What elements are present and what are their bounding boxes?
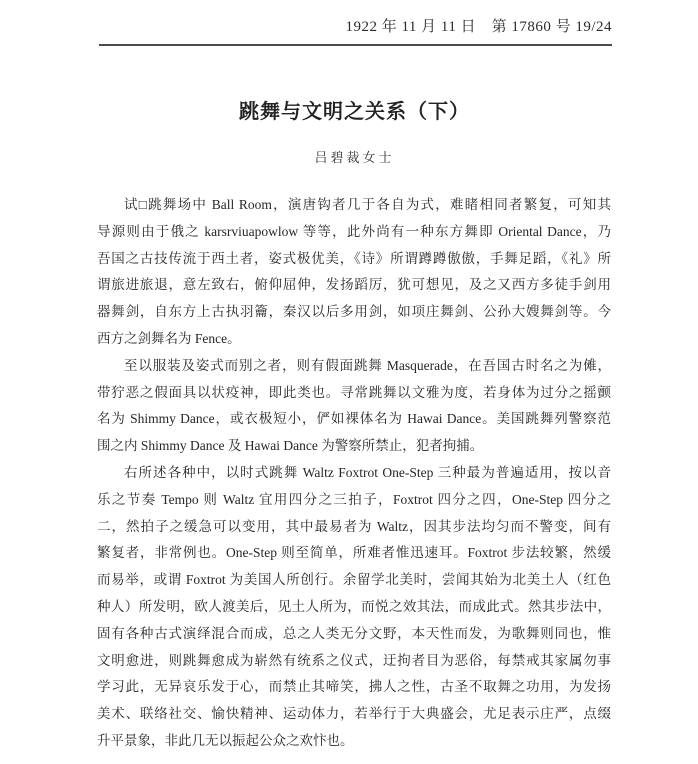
- article-author: 吕碧裁女士: [314, 150, 395, 165]
- text-line: 升平景象，非此几无以振起公众之欢忭也。: [97, 732, 354, 748]
- text-line: 学习此，无异哀乐发于心，而禁止其啼笑，拂人之性，古圣不取舞之功用，为发扬: [97, 679, 611, 695]
- text-line: 繁复者，非常例也。One-Step 则至简单，所难者惟迅速耳。Foxtrot 步法较繁，然缓: [97, 545, 611, 561]
- text-line: 文明愈进，则跳舞愈成为崭然有统系之仪式，迂拘者目为恶俗，每禁戒其家属勿事: [97, 652, 611, 668]
- text-line: 美术、联络社交、愉快精神、运动体力，若举行于大典盛会，尤足表示庄严，点缀: [97, 706, 611, 722]
- text-line: 谓旅进旅退，意左致右，俯仰屈伸，发扬蹈厉，犹可想见，及之又西方多徒手剑用: [97, 277, 611, 293]
- text-line: 乐之节奏 Tempo 则 Waltz 宜用四分之三拍子，Foxtrot 四分之四，One-Step 四分之: [97, 491, 611, 507]
- text-line: 围之内 Shimmy Dance 及 Hawai Dance 为警察所禁止，犯者拘捕。: [97, 438, 484, 454]
- text-line: 带狞恶之假面具以状疫神，即此类也。寻常跳舞以文雅为度，若身体为过分之摇颤: [97, 384, 611, 400]
- text-line: 导源则由于俄之 karsrviuapowlow 等等，此外尚有一种东方舞即 Oriental Dance，乃: [97, 223, 611, 239]
- text-line: 至以服装及姿式而别之者，则有假面跳舞 Masquerade，在吾国古时名之为傩，: [124, 357, 611, 373]
- text-line: 固有各种古式演绎混合而成，总之人类无分文野，本天性而发，为歌舞则同也，惟: [97, 625, 611, 641]
- text-line: 而易举，或谓 Foxtrot 为美国人所创行。余留学北美时，尝闻其始为北美土人（红色: [97, 572, 611, 588]
- page-header-date: 1922 年 11 月 11 日 第 17860 号 19/24: [345, 19, 612, 35]
- text-line: 器舞剑，自东方上古执羽籥，秦汉以后多用剑，如项庄舞剑、公孙大嫂舞剑等。今: [97, 304, 611, 320]
- text-line: 名为 Shimmy Dance，或衣极短小，俨如裸体名为 Hawai Dance。美国跳舞列警察范: [97, 411, 611, 427]
- text-line: 右所述各种中，以时式跳舞 Waltz Foxtrot One-Step 三种最为普遍适用，按以音: [124, 464, 611, 480]
- text-line: 吾国之古技传流于西土者，姿式极优美，《诗》所谓蹲蹲傲傲，手舞足蹈，《礼》所: [97, 250, 611, 266]
- text-line: 西方之剑舞名为 Fence。: [97, 330, 241, 346]
- article-body: [97, 192, 611, 755]
- text-line: 种人）所发明，欧人渡美后，见土人所为，而悦之效其法，而成此式。然其步法中，: [97, 598, 611, 614]
- text-line: 二，然拍子之缓急可以变用，其中最易者为 Waltz，因其步法均匀而不警变，间有: [97, 518, 611, 534]
- article-title: 跳舞与文明之关系（下）: [239, 101, 470, 123]
- text-line: 试□跳舞场中 Ball Room，演唐钩者几于各自为式，难睹相同者繁复，可知其: [124, 197, 611, 212]
- header-divider-rule: [99, 44, 612, 46]
